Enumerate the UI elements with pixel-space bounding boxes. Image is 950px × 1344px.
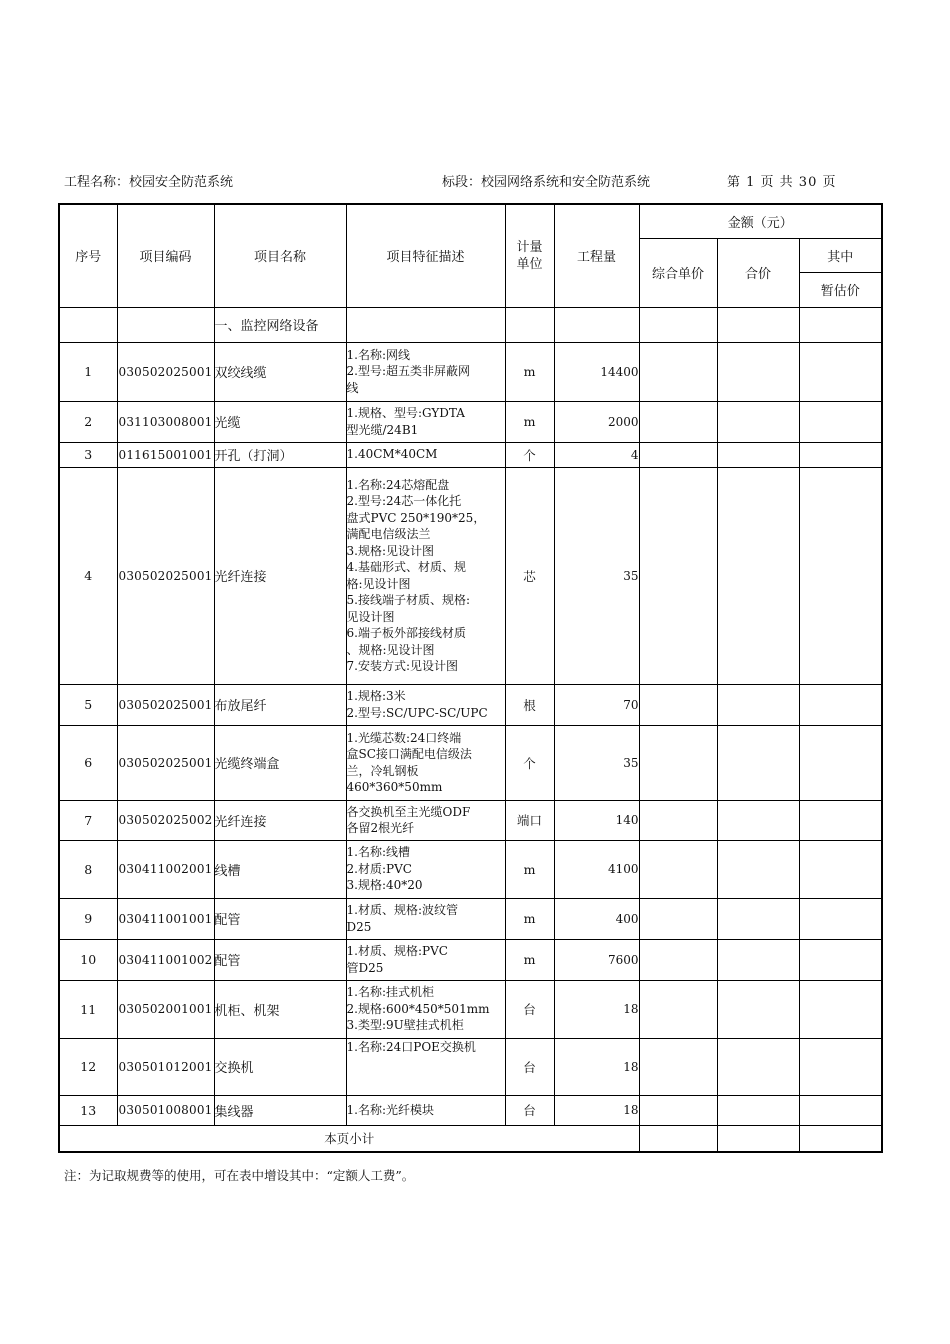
row-unit: m <box>505 342 554 401</box>
row-total <box>717 684 799 725</box>
header-provisional: 暂估价 <box>799 272 882 307</box>
subtotal-label: 本页小计 <box>59 1125 639 1152</box>
row-name: 双绞线缆 <box>214 342 346 401</box>
row-name: 光缆终端盒 <box>214 725 346 800</box>
row-description <box>346 840 505 898</box>
row-description <box>346 342 505 401</box>
description-line: 盒SC接口满配电信级法 <box>346 747 472 761</box>
row-provisional <box>799 684 882 725</box>
row-provisional <box>799 342 882 401</box>
row-name: 集线器 <box>214 1095 346 1125</box>
row-description <box>346 939 505 980</box>
row-total <box>717 725 799 800</box>
row-name: 配管 <box>214 939 346 980</box>
description-line: 1.规格:3米 <box>346 689 406 703</box>
row-seq: 11 <box>59 980 117 1038</box>
row-unit: 根 <box>505 684 554 725</box>
subtotal-total <box>717 1125 799 1152</box>
row-unit: m <box>505 401 554 442</box>
description-line: 各交换机至主光缆ODF <box>346 804 471 819</box>
header-desc: 项目特征描述 <box>346 204 505 307</box>
description-line: 线 <box>346 380 359 395</box>
row-quantity: 35 <box>554 725 639 800</box>
description-line: D25 <box>346 919 372 934</box>
description-line: 兰，冷轧钢板 <box>346 763 419 778</box>
row-quantity: 2000 <box>554 401 639 442</box>
row-name: 光纤连接 <box>214 800 346 840</box>
row-unit-price <box>639 939 717 980</box>
table-row <box>59 898 882 939</box>
row-unit-price <box>639 342 717 401</box>
row-unit: 台 <box>505 1038 554 1095</box>
row-unit: m <box>505 898 554 939</box>
header-unit: 计量 单位 <box>505 204 554 307</box>
row-total <box>717 898 799 939</box>
row-code: 031103008001 <box>117 401 214 442</box>
table-row <box>59 840 882 898</box>
row-seq: 7 <box>59 800 117 840</box>
row-code: 030411001002 <box>117 939 214 980</box>
row-unit: 台 <box>505 980 554 1038</box>
row-description <box>346 980 505 1038</box>
row-seq: 8 <box>59 840 117 898</box>
description-line: 5.接线端子材质、规格: <box>346 593 470 607</box>
description-line: 各留2根光纤 <box>346 821 415 835</box>
row-name: 布放尾纤 <box>214 684 346 725</box>
description-line: 1.名称:线槽 <box>346 845 410 860</box>
row-quantity: 4100 <box>554 840 639 898</box>
row-total <box>717 467 799 684</box>
row-quantity: 140 <box>554 800 639 840</box>
description-line: 管D25 <box>346 960 384 975</box>
description-line: 1.名称:24芯熔配盘 <box>346 477 450 492</box>
row-quantity: 400 <box>554 898 639 939</box>
row-code: 030501008001 <box>117 1095 214 1125</box>
row-name: 机柜、机架 <box>214 980 346 1038</box>
row-provisional <box>799 840 882 898</box>
description-line: 型光缆/24B1 <box>346 422 419 437</box>
row-provisional <box>799 725 882 800</box>
row-name: 交换机 <box>214 1038 346 1095</box>
row-total <box>717 840 799 898</box>
subtotal-unit-price <box>639 1125 717 1152</box>
description-line: 2.材质:PVC <box>346 861 412 876</box>
description-line: 1.材质、规格:PVC <box>346 944 448 958</box>
row-unit: m <box>505 840 554 898</box>
row-description <box>346 1038 505 1095</box>
description-line: 满配电信级法兰 <box>346 527 431 541</box>
header-code: 项目编码 <box>117 204 214 307</box>
row-name: 线槽 <box>214 840 346 898</box>
row-seq: 13 <box>59 1095 117 1125</box>
description-line: 1.名称:24口POE交换机 <box>346 1039 476 1054</box>
description-line: 2.型号:SC/UPC-SC/UPC <box>346 705 488 720</box>
description-line: 2.规格:600*450*501mm <box>346 1001 490 1016</box>
description-line: 1.40CM*40CM <box>346 447 438 462</box>
row-provisional <box>799 939 882 980</box>
row-description <box>346 684 505 725</box>
row-unit: 端口 <box>505 800 554 840</box>
description-line: 格:见设计图 <box>346 576 411 591</box>
row-name: 开孔（打洞） <box>214 442 346 467</box>
description-line: 1.名称:网线 <box>346 347 410 362</box>
table-row <box>59 1038 882 1095</box>
table-row <box>59 342 882 401</box>
row-unit-price <box>639 898 717 939</box>
row-total <box>717 1095 799 1125</box>
description-line: 1.规格、型号:GYDTA <box>346 406 465 420</box>
row-total <box>717 401 799 442</box>
row-provisional <box>799 980 882 1038</box>
row-unit-price <box>639 800 717 840</box>
row-total <box>717 980 799 1038</box>
row-total <box>717 1038 799 1095</box>
table-row <box>59 401 882 442</box>
row-name: 配管 <box>214 898 346 939</box>
row-total <box>717 939 799 980</box>
row-unit-price <box>639 980 717 1038</box>
row-unit-price <box>639 401 717 442</box>
header-qty: 工程量 <box>554 204 639 307</box>
row-code: 030502001001 <box>117 980 214 1038</box>
row-quantity: 7600 <box>554 939 639 980</box>
header-total: 合价 <box>717 238 799 307</box>
table-row <box>59 684 882 725</box>
description-line: 7.安装方式:见设计图 <box>346 659 458 673</box>
description-line: 1.名称:挂式机柜 <box>346 985 434 1000</box>
description-line: 1.材质、规格:波纹管 <box>346 903 458 917</box>
row-unit: 台 <box>505 1095 554 1125</box>
description-line: 3.规格:40*20 <box>346 878 423 893</box>
row-unit: 个 <box>505 725 554 800</box>
row-total <box>717 800 799 840</box>
group-row <box>59 307 882 342</box>
row-code: 030411002001 <box>117 840 214 898</box>
header-unit-price: 综合单价 <box>639 238 717 307</box>
table-row <box>59 800 882 840</box>
row-quantity: 14400 <box>554 342 639 401</box>
row-seq: 5 <box>59 684 117 725</box>
description-line: 460*360*50mm <box>346 780 443 794</box>
row-unit: m <box>505 939 554 980</box>
row-unit-price <box>639 840 717 898</box>
row-seq: 9 <box>59 898 117 939</box>
row-provisional <box>799 1038 882 1095</box>
header-amount: 金额（元） <box>639 204 882 238</box>
subtotal-provisional <box>799 1125 882 1152</box>
row-provisional <box>799 442 882 467</box>
row-seq: 3 <box>59 442 117 467</box>
row-quantity: 35 <box>554 467 639 684</box>
header-of-which: 其中 <box>799 238 882 272</box>
description-line: 见设计图 <box>346 609 395 624</box>
row-unit-price <box>639 1038 717 1095</box>
row-code: 030411001001 <box>117 898 214 939</box>
description-line: 3.类型:9U壁挂式机柜 <box>346 1018 464 1033</box>
description-line: 4.基础形式、材质、规 <box>346 560 466 574</box>
row-description <box>346 401 505 442</box>
header-name: 项目名称 <box>214 204 346 307</box>
row-unit-price <box>639 1095 717 1125</box>
row-provisional <box>799 467 882 684</box>
description-line: 3.规格:见设计图 <box>346 543 434 558</box>
table-row <box>59 467 882 684</box>
table-row <box>59 939 882 980</box>
row-provisional <box>799 1095 882 1125</box>
row-quantity: 18 <box>554 1038 639 1095</box>
row-code: 030502025001 <box>117 342 214 401</box>
description-line: 2.型号:24芯一体化托 <box>346 494 462 508</box>
row-seq: 12 <box>59 1038 117 1095</box>
bill-of-quantities-table <box>58 203 883 1153</box>
row-code: 030502025001 <box>117 684 214 725</box>
row-description <box>346 442 505 467</box>
description-line: 6.端子板外部接线材质 <box>346 626 466 640</box>
group-title: 一、监控网络设备 <box>214 307 346 342</box>
footnote: 注：为记取规费等的使用，可在表中增设其中：“定额人工费”。 <box>64 1168 415 1183</box>
description-line: 1.名称:光纤模块 <box>346 1102 434 1117</box>
page-number: 第 1 页 共 30 页 <box>727 175 837 190</box>
row-unit-price <box>639 467 717 684</box>
row-unit: 个 <box>505 442 554 467</box>
row-description <box>346 725 505 800</box>
project-name: 工程名称：校园安全防范系统 <box>64 175 234 190</box>
row-total <box>717 442 799 467</box>
row-unit-price <box>639 725 717 800</box>
row-quantity: 70 <box>554 684 639 725</box>
row-description <box>346 800 505 840</box>
description-line: 、规格:见设计图 <box>346 642 435 657</box>
description-line: 1.光缆芯数:24口终端 <box>346 730 462 745</box>
table-row <box>59 980 882 1038</box>
row-unit: 芯 <box>505 467 554 684</box>
row-unit-price <box>639 684 717 725</box>
row-code: 030502025002 <box>117 800 214 840</box>
row-provisional <box>799 800 882 840</box>
row-description <box>346 1095 505 1125</box>
row-quantity: 4 <box>554 442 639 467</box>
row-unit-price <box>639 442 717 467</box>
row-name: 光缆 <box>214 401 346 442</box>
row-provisional <box>799 898 882 939</box>
row-provisional <box>799 401 882 442</box>
row-code: 030502025001 <box>117 725 214 800</box>
description-line: 2.型号:超五类非屏蔽网 <box>346 364 470 379</box>
row-seq: 6 <box>59 725 117 800</box>
row-code: 011615001001 <box>117 442 214 467</box>
row-seq: 1 <box>59 342 117 401</box>
table-row <box>59 442 882 467</box>
row-seq: 10 <box>59 939 117 980</box>
row-seq: 2 <box>59 401 117 442</box>
row-seq: 4 <box>59 467 117 684</box>
header-seq: 序号 <box>59 204 117 307</box>
table-row <box>59 725 882 800</box>
row-quantity: 18 <box>554 980 639 1038</box>
table-row <box>59 1095 882 1125</box>
row-name: 光纤连接 <box>214 467 346 684</box>
section-name: 标段：校园网络系统和安全防范系统 <box>442 175 651 190</box>
row-description <box>346 898 505 939</box>
subtotal-row <box>59 1125 882 1152</box>
row-description <box>346 467 505 684</box>
description-line: 盘式PVC 250*190*25， <box>346 510 486 525</box>
row-code: 030502025001 <box>117 467 214 684</box>
row-total <box>717 342 799 401</box>
row-code: 030501012001 <box>117 1038 214 1095</box>
row-quantity: 18 <box>554 1095 639 1125</box>
